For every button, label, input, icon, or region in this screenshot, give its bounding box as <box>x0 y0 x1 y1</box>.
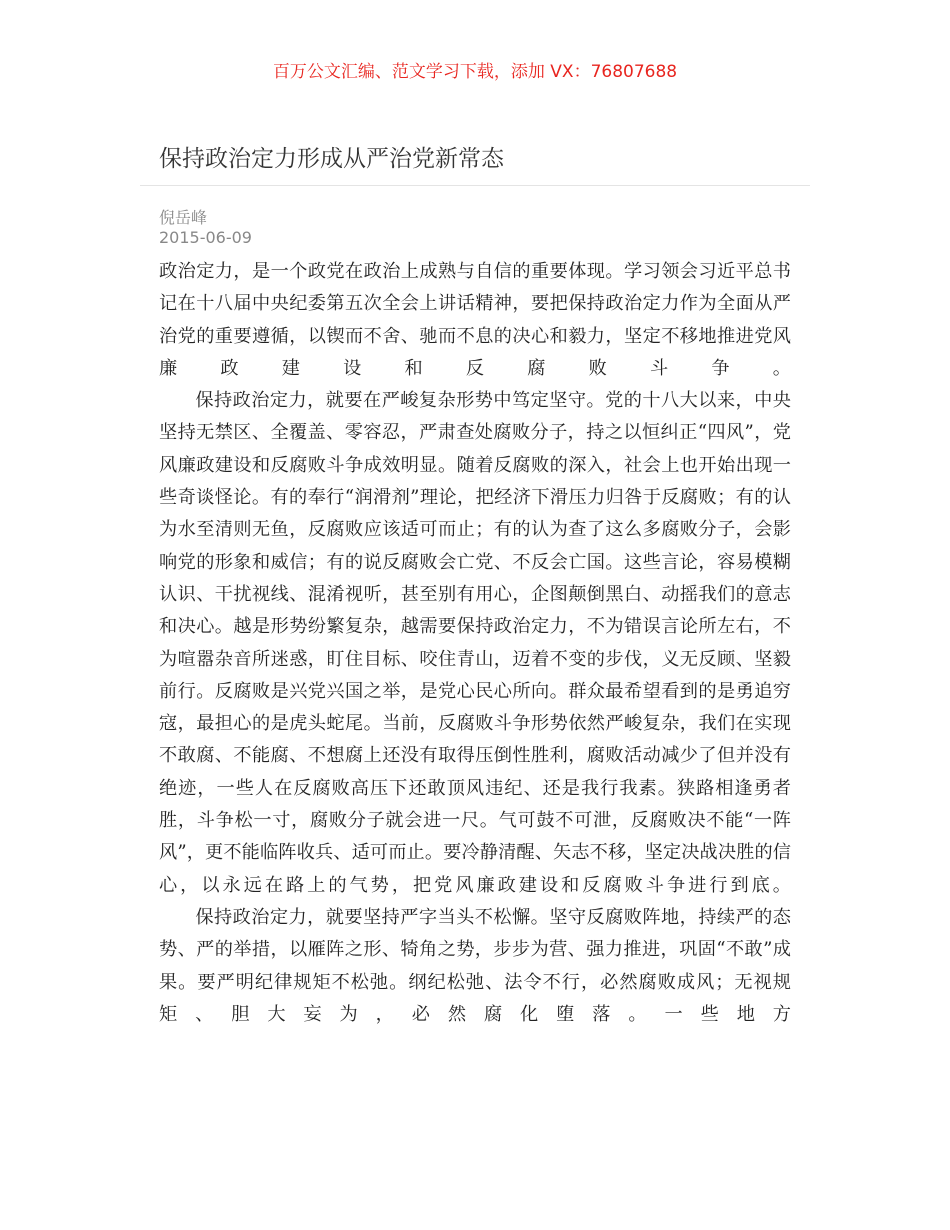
article-author: 倪岳峰 <box>159 208 208 227</box>
promo-banner: 百万公文汇编、范文学习下载，添加 VX：76807688 <box>272 62 678 82</box>
title-divider <box>140 185 810 186</box>
article-title: 保持政治定力形成从严治党新常态 <box>159 146 504 172</box>
article-date: 2015-06-09 <box>159 228 252 247</box>
article-paragraph: 保持政治定力，就要在严峻复杂形势中笃定坚守。党的十八大以来，中央坚持无禁区、全覆盖、零容忍，严肃查处腐败分子，持之以恒纠正“四风”，党风廉政建设和反腐败斗争成效明显。随着反腐败的深入，社会上也开始出现一些奇谈怪论。有的奉行“润滑剂”理论，把经济下滑压力归咎于反腐败；有的认为水至清则无鱼，反腐败应该适可而止；有的认为查了这么多腐败分子，会影响党的形象和威信；有的说反腐败会亡党、不反会亡国。这些言论，容易模糊认识、干扰视线、混淆视听，甚至别有用心，企图颠倒黑白、动摇我们的意志和决心。越是形势纷繁复杂，越需要保持政治定力，不为错误言论所左右，不为喧嚣杂音所迷惑，盯住目标、咬住青山，迈着不变的步伐，义无反顾、坚毅前行。反腐败是兴党兴国之举，是党心民心所向。群众最希望看到的是勇追穷寇，最担心的是虎头蛇尾。当前，反腐败斗争形势依然严峻复杂，我们在实现不敢腐、不能腐、不想腐上还没有取得压倒性胜利，腐败活动减少了但并没有绝迹，一些人在反腐败高压下还敢顶风违纪、还是我行我素。狭路相逢勇者胜，斗争松一寸，腐败分子就会进一尺。气可鼓不可泄，反腐败决不能“一阵风”，更不能临阵收兵、适可而止。要冷静清醒、矢志不移，坚定决战决胜的信心，以永远在路上的气势，把党风廉政建设和反腐败斗争进行到底。 <box>159 390 791 896</box>
article-body <box>159 256 791 1031</box>
article-paragraph: 保持政治定力，就要坚持严字当头不松懈。坚守反腐败阵地，持续严的态势、严的举措，以雁阵之形、犄角之势，步步为营、强力推进，巩固“不敢”成果。要严明纪律规矩不松弛。纲纪松弛、法令不行，必然腐败成风；无视规矩、胆大妄为，必然腐化堕落。一些地方 <box>159 906 791 1025</box>
article-paragraph: 政治定力，是一个政党在政治上成熟与自信的重要体现。学习领会习近平总书记在十八届中央纪委第五次全会上讲话精神，要把保持政治定力作为全面从严治党的重要遵循，以锲而不舍、驰而不息的决心和毅力，坚定不移地推进党风廉政建设和反腐败斗争。 <box>159 261 791 379</box>
